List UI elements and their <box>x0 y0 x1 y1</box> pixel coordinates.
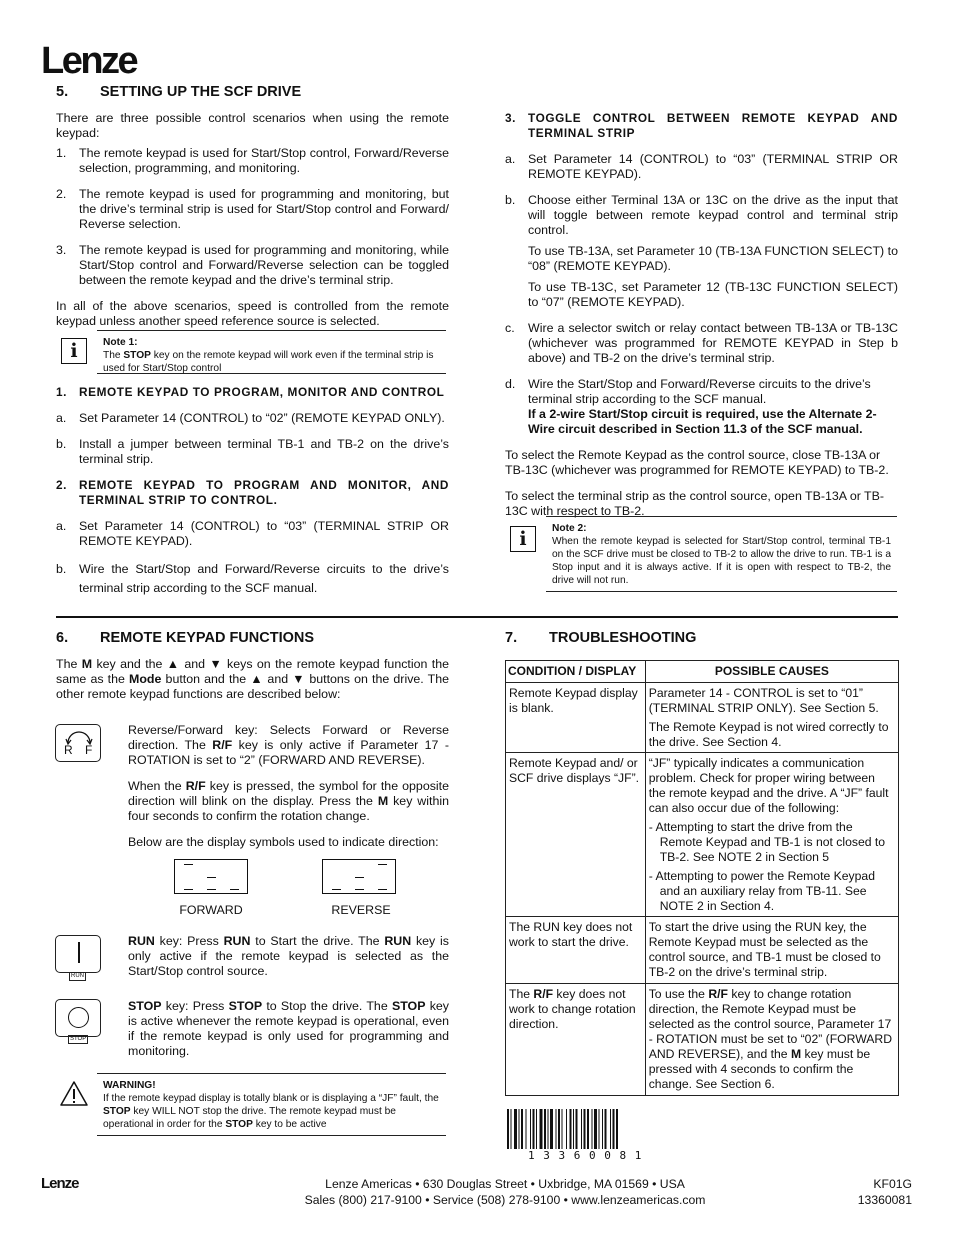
section-5-heading: 5. SETTING UP THE SCF DRIVE <box>56 84 302 100</box>
sub2-b: b. Wire the Start/Stop and Forward/Reverse circuits to the drive’s terminal strip according to the SCF manual. <box>56 562 449 595</box>
barcode <box>505 1109 687 1151</box>
footer-address: Lenze Americas • 630 Douglas Street • Uxbridge, MA 01569 • USA Sales (800) 217-9100 • Service (508) 278-9100 • www.lenzeamericas.com <box>304 1177 706 1207</box>
section-6-heading: 6. REMOTE KEYPAD FUNCTIONS <box>56 630 315 646</box>
sec5-intro: There are three possible control scenarios when using the remote keypad: <box>56 111 449 140</box>
sub3-a: a. Set Parameter 14 (CONTROL) to “03” (TERMINAL STRIP OR REMOTE KEYPAD). <box>505 152 898 181</box>
sub2-heading: 2. REMOTE KEYPAD TO PROGRAM AND MONITOR, AND TERMINAL STRIP TO CONTROL. <box>56 478 449 507</box>
stop-key-label: STOP <box>70 1036 87 1042</box>
table-row: The R/F key does not work to change rotation direction. To use the R/F key to change rotation direction, the Remote Keypad must be selected as the control source, Parameter 17 - ROTATION must be set to “02” (FORWARD AND REVERSE), and the M key must be pressed with 4 seconds to confirm the change. See Section 6. <box>506 984 899 1096</box>
stop-circle-icon <box>68 1007 89 1028</box>
lenze-logo: Lenze <box>41 40 137 82</box>
stop-key-icon <box>55 999 101 1037</box>
stop-description: STOP key: Press STOP to Stop the drive. The STOP key is active whenever the remote keypad is operational, even if the remote keypad is only used for programming and monitoring. <box>128 999 449 1058</box>
sec5-item-2: 2. The remote keypad is used for programming and monitoring, but the drive’s terminal strip is used for Start/Stop control and Forward/ Reverse selection. <box>56 187 449 231</box>
sec5r-p1: To select the Remote Keypad as the control source, close TB-13A or TB-13C (whichever was programmed for REMOTE KEYPAD) to TB-2. <box>505 448 889 477</box>
sub3-d: d. Wire the Start/Stop and Forward/Reverse circuits to the drive’s terminal strip according to the SCF manual. If a 2-wire Start/Stop circuit is required, use the Alternate 2- Wire circuit described in Section 11.3 of the SCF manual. <box>505 377 877 436</box>
forward-label: FORWARD <box>179 903 243 917</box>
sub3-b: b. Choose either Terminal 13A or 13C on the drive as the input that will toggle between remote keypad control and terminal strip control. To use TB-13A, set Parameter 10 (TB-13A FUNCTION SELECT) to “08” (REMOTE KEYPAD). To use TB-13C, set Parameter 12 (TB-13C FUNCTION SELECT) to “07” (REMOTE KEYPAD). <box>505 193 898 309</box>
rf-key-icon: R F <box>55 724 101 762</box>
col-condition-header: CONDITION / DISPLAY <box>506 661 646 683</box>
barcode-digits: 1 3 3 6 0 0 8 1 <box>528 1149 643 1162</box>
table-header-row <box>506 661 899 683</box>
section-5-right-column <box>505 111 898 519</box>
info-icon: i <box>61 338 87 364</box>
run-description: RUN key: Press RUN to Start the drive. The RUN key is only active if the remote keypad is selected as the Start/Stop control source. <box>128 934 449 978</box>
sec5-item-3: 3. The remote keypad is used for programming and monitoring, while Start/Stop control and Forward/Reverse selection can be toggled between the remote keypad and the drive’s terminal strip. <box>56 243 449 287</box>
sub3-c: c. Wire a selector switch or relay contact between TB-13A or TB-13C (whichever was programmed for REMOTE KEYPAD in Step b above) and TB-2 on the drive’s terminal strip. <box>505 321 898 365</box>
sec5-summary: In all of the above scenarios, speed is controlled from the remote keypad unless another speed reference source is selected. <box>56 299 449 328</box>
sub1-heading: 1. REMOTE KEYPAD TO PROGRAM, MONITOR AND CONTROL <box>56 385 445 399</box>
note-2: Note 2: When the remote keypad is selected for Start/Stop control, terminal TB-1 on the SCF drive must be closed to TB-2 to allow the drive to run. TB-1 is a Stop input and it is always active. If it is open with respect to TB-2, the drive will not run. <box>546 516 897 592</box>
warning-note: WARNING! If the remote keypad display is totally blank or is displaying a “JF” fault, the STOP key WILL NOT stop the drive. The remote keypad must be operational in order for the STOP key to be active <box>97 1073 446 1136</box>
run-key-label: RUN <box>71 973 84 979</box>
reverse-label: REVERSE <box>331 903 391 917</box>
section-7-heading: 7. TROUBLESHOOTING <box>505 630 697 646</box>
sub3-b-tb13a: To use TB-13A, set Parameter 10 (TB-13A FUNCTION SELECT) to “08” (REMOTE KEYPAD). <box>528 244 898 273</box>
sec5-subsections-left <box>56 385 449 598</box>
forward-display-symbol <box>174 859 248 894</box>
sub3-heading: 3. TOGGLE CONTROL BETWEEN REMOTE KEYPAD AND TERMINAL STRIP <box>505 111 898 140</box>
sec6-intro: The M key and the ▲ and ▼ keys on the remote keypad function the same as the Mode button and the ▲ and ▼ buttons on the drive. The other remote keypad functions are described below: <box>56 657 450 701</box>
sub3-b-tb13c: To use TB-13C, set Parameter 12 (TB-13C FUNCTION SELECT) to “07” (REMOTE KEYPAD). <box>528 280 898 309</box>
rotation-arrows-icon <box>56 727 102 749</box>
table-row: The RUN key does not work to start the drive. To start the drive using the RUN key, the Remote Keypad must be selected as the control source, and TB-1 must be closed to TB-2 on the drive’s terminal strip. <box>506 917 899 984</box>
sec5r-p2: To select the terminal strip as the control source, open TB-13A or TB-13C with respect to TB-2. <box>505 489 885 518</box>
sub2-a: a. Set Parameter 14 (CONTROL) to “03” (TERMINAL STRIP OR REMOTE KEYPAD). <box>56 519 449 548</box>
footer-codes: KF01G 13360081 <box>857 1177 912 1207</box>
warning-icon <box>59 1080 89 1107</box>
table-row: Remote Keypad and/ or SCF drive displays “JF”. “JF” typically indicates a communication problem. Check for proper wiring between the remote keypad and the drive. A “JF” fault can also occur due of the following: - Attempting to start the drive from the Remote Keypad and TB-1 is not closed to TB-2. See NOTE 2 in Section 5 - Attempting to power the Remote Keypad and an auxiliary relay from TB-11. See NOTE 2 in Section 4. <box>506 753 899 917</box>
troubleshooting-table <box>505 660 899 1096</box>
footer-logo: Lenze <box>41 1175 79 1192</box>
rf-description: Reverse/Forward key: Selects Forward or Reverse direction. The R/F key is only active if Parameter 17 - ROTATION is set to “2” (FORWARD AND REVERSE). When the R/F key is pressed, the symbol for the opposite direction will blink on the display. Press the M key within four seconds to confirm the rotation change. Below are the display symbols used to indicate direction: <box>128 723 449 849</box>
sub3-d-bold: If a 2-wire Start/Stop circuit is required, use the Alternate 2- Wire circuit described in Section 11.3 of the SCF manual. <box>528 407 877 436</box>
info-icon: i <box>510 526 536 552</box>
table-row: Remote Keypad display is blank. Parameter 14 - CONTROL is set to “01” (TERMINAL STRIP ONLY). See Section 5. The Remote Keypad is not wired correctly to the drive. See Section 4. <box>506 683 899 753</box>
note-1: Note 1: The STOP key on the remote keypad will work even if the terminal strip is used for Start/Stop control <box>97 330 446 374</box>
section-divider <box>56 616 898 618</box>
sub1-a: a. Set Parameter 14 (CONTROL) to “02” (REMOTE KEYPAD ONLY). <box>56 411 445 425</box>
run-bar-icon <box>78 942 80 963</box>
sub1-b: b. Install a jumper between terminal TB-1 and TB-2 on the drive’s terminal strip. <box>56 437 449 466</box>
run-key-icon <box>55 935 101 973</box>
reverse-display-symbol <box>322 859 396 894</box>
sec5-item-1: 1. The remote keypad is used for Start/Stop control, Forward/Reverse selection, programming, and monitoring. <box>56 146 449 175</box>
section-5-left-column <box>56 111 449 329</box>
col-causes-header: POSSIBLE CAUSES <box>645 661 898 683</box>
